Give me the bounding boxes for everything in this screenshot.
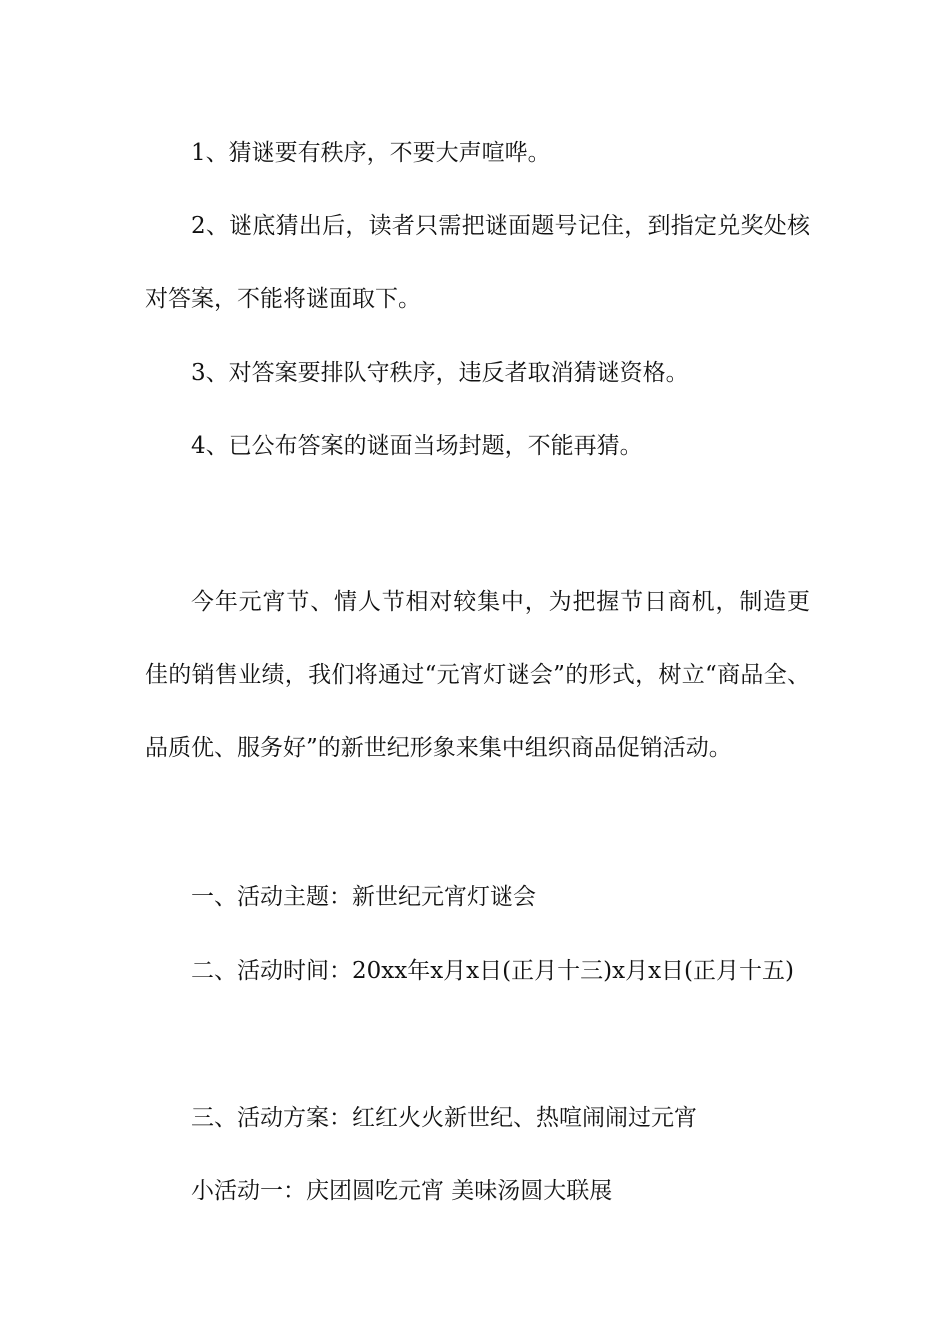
rule-1: 1、猜谜要有秩序，不要大声喧哗。 bbox=[191, 140, 551, 166]
sub-activity-1: 小活动一：庆团圆吃元宵 美味汤圆大联展 bbox=[191, 1178, 613, 1204]
intro-paragraph: 今年元宵节、情人节相对较集中，为把握节日商机，制造更佳的销售业绩，我们将通过“元宵灯谜会”的形式，树立“商品全、品质优、服务好”的新世纪形象来集中组织商品促销活动。 bbox=[145, 589, 810, 761]
rule-3: 3、对答案要排队守秩序，违反者取消猜谜资格。 bbox=[191, 360, 689, 386]
section-theme: 一、活动主题：新世纪元宵灯谜会 bbox=[191, 884, 536, 910]
section-plan: 三、活动方案：红红火火新世纪、热喧闹闹过元宵 bbox=[191, 1105, 697, 1131]
rule-4: 4、已公布答案的谜面当场封题，不能再猜。 bbox=[191, 433, 643, 459]
section-time: 二、活动时间：20xx年x月x日(正月十三)x月x日(正月十五) bbox=[191, 958, 794, 984]
rule-2: 2、谜底猜出后，读者只需把谜面题号记住，到指定兑奖处核对答案，不能将谜面取下。 bbox=[145, 213, 810, 312]
